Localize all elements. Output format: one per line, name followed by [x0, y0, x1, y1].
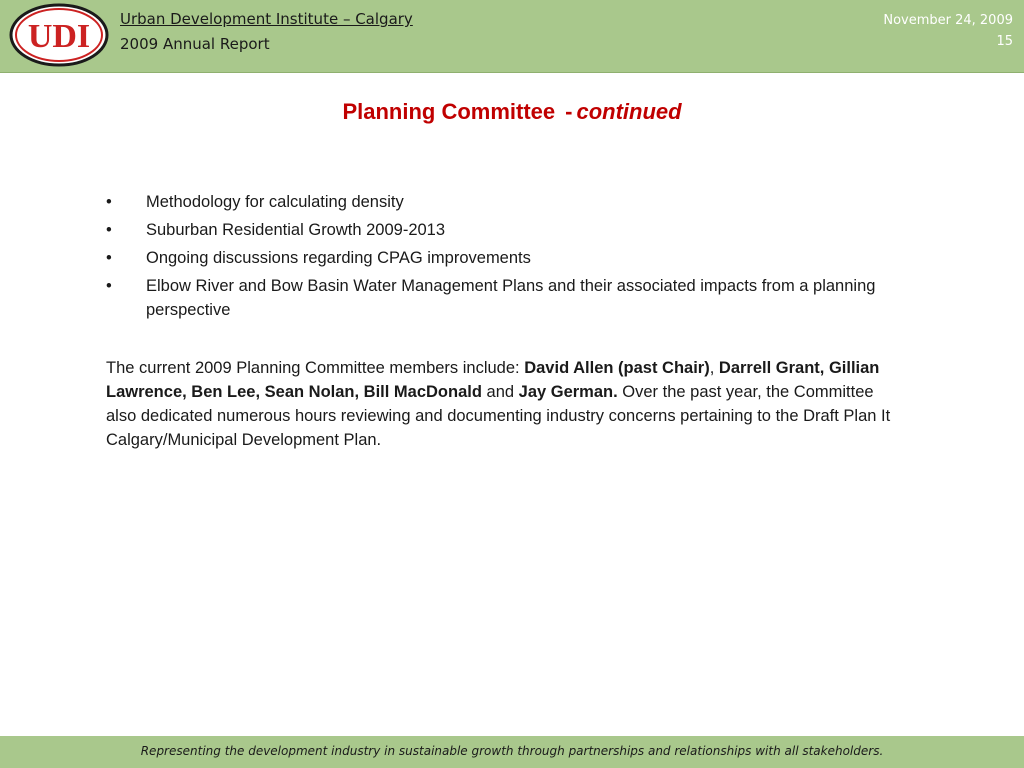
header-band: [0, 0, 1024, 73]
report-subtitle: 2009 Annual Report: [120, 35, 270, 53]
member-names: Darrell Grant, Gillian Lawrence, Ben Lee, Sean Nolan, Bill MacDonald: [106, 359, 880, 401]
org-title: Urban Development Institute – Calgary: [120, 10, 413, 28]
page-number: 15: [996, 34, 1013, 49]
svg-text:UDI: UDI: [27, 18, 91, 55]
title-continued: continued: [576, 99, 682, 124]
list-item: • Suburban Residential Growth 2009-2013: [106, 218, 896, 242]
footer-tagline: Representing the development industry in sustainable growth through partnerships and relationships with all stakeholders.: [140, 744, 884, 758]
udi-logo: [9, 3, 109, 67]
list-item: • Elbow River and Bow Basin Water Management Plans and their associated impacts from a planning perspective: [106, 274, 896, 322]
slide-title: [0, 99, 1024, 125]
member-chair: David Allen (past Chair): [524, 359, 710, 377]
bullet-list: [106, 190, 896, 326]
slide-date: November 24, 2009: [883, 13, 1013, 28]
member-last: Jay German.: [518, 383, 618, 401]
bullet-icon: •: [106, 221, 112, 239]
members-paragraph: The current 2009 Planning Committee members include: David Allen (past Chair), Darrell Grant, Gillian Lawrence, Ben Lee, Sean Nolan, Bill MacDonald and Jay German. Over the past year, the Committee also dedicated numerous hours reviewing and documenting industry concerns pertaining to the Draft Plan It Calgary/Municipal Development Plan.: [106, 359, 891, 449]
bullet-icon: •: [106, 249, 112, 267]
list-item: • Methodology for calculating density: [106, 190, 896, 214]
title-main: Planning Committee: [342, 99, 556, 124]
footer-band: [0, 736, 1024, 768]
bullet-icon: •: [106, 193, 112, 211]
list-item: • Ongoing discussions regarding CPAG improvements: [106, 246, 896, 270]
bullet-icon: •: [106, 277, 112, 295]
title-separator: -: [565, 99, 573, 124]
